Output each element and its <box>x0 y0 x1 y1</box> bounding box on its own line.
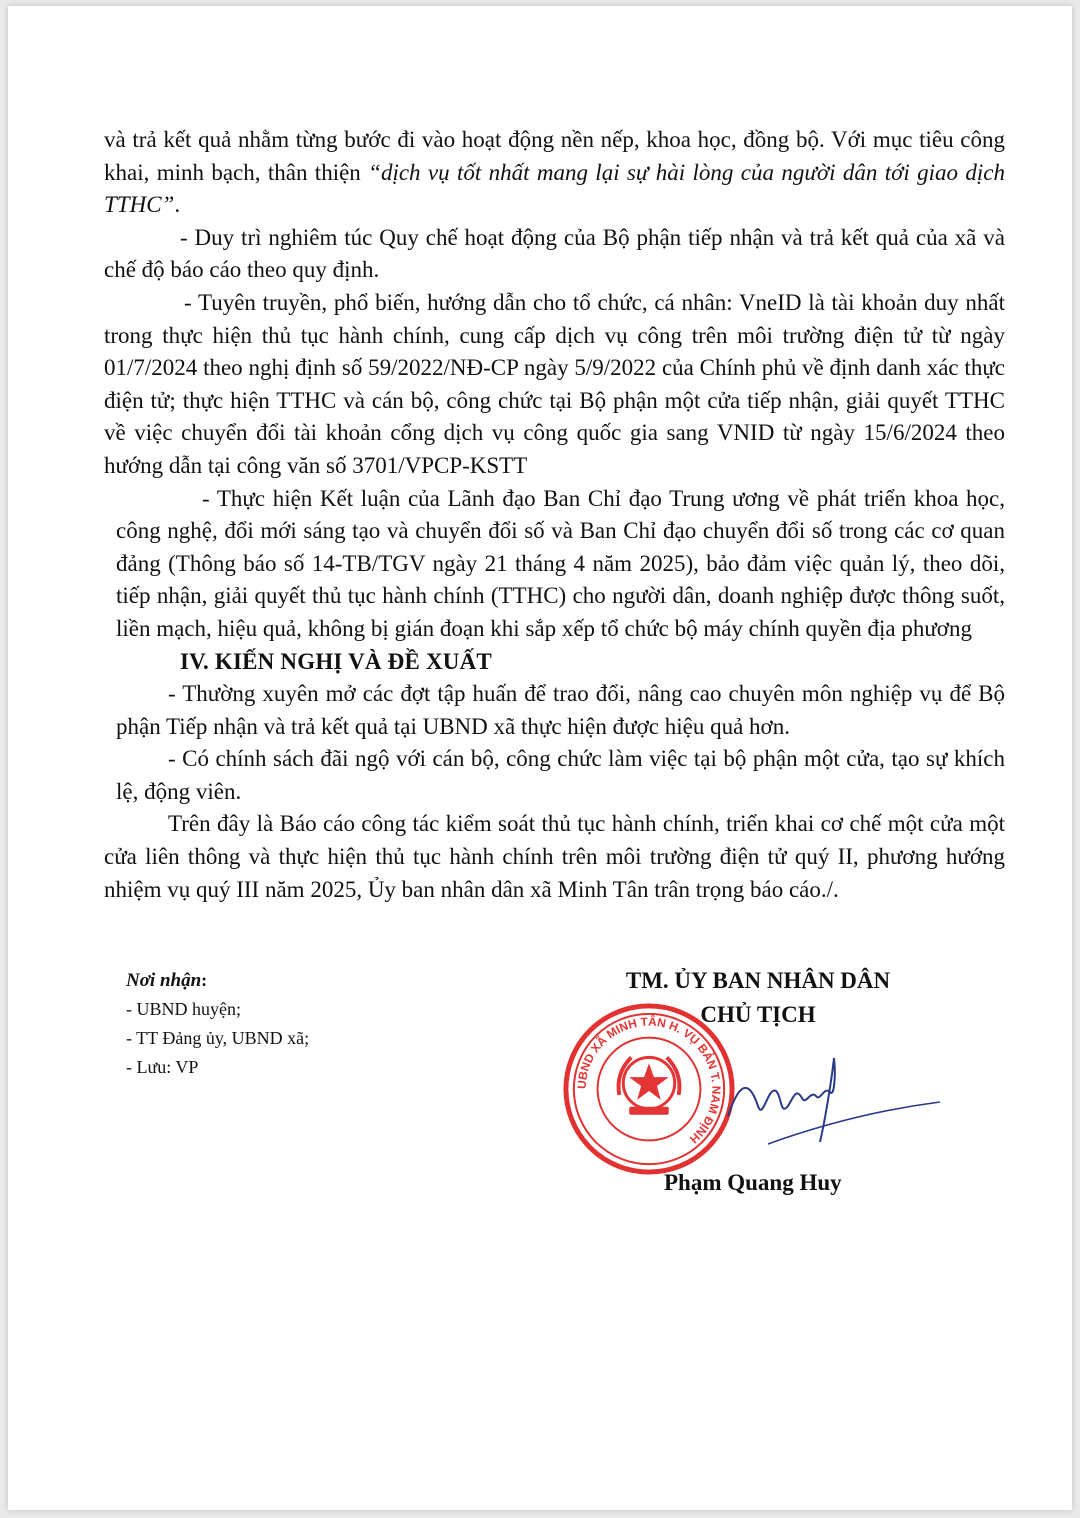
seal-text: UBND XÃ MINH TÂN H. VỤ BẢN T. NAM ĐỊNH <box>574 1014 724 1147</box>
paragraph-policy: - Có chính sách đãi ngộ với cán bộ, công chức làm việc tại bộ phận một cửa, tạo sự khích lệ, động viên. <box>116 746 1005 804</box>
section-heading: IV. KIẾN NGHỊ VÀ ĐỀ XUẤT <box>180 648 492 674</box>
recipient-item: - UBND huyện; <box>126 999 241 1019</box>
recipients-list <box>126 966 456 1082</box>
paragraph-closing: Trên đây là Báo cáo công tác kiểm soát thủ tục hành chính, triển khai cơ chế một cửa một cửa liên thông và thực hiện thủ tục hành chính trên môi trường điện tử quý II, phương hướng nhiệm vụ quý III năm 2025, Ủy ban nhân dân xã Minh Tân trân trọng báo cáo./. <box>104 811 1005 902</box>
paragraph-text: và trả kết quả nhằm từng bước đi vào hoạt động nền nếp, khoa học, đồng bộ. Với mục tiêu công khai, minh bạch, thân thiện <box>104 127 1005 185</box>
signer-name: Phạm Quang Huy <box>664 1170 842 1195</box>
paragraph-regulation: - Duy trì nghiêm túc Quy chế hoạt động của Bộ phận tiếp nhận và trả kết quả của xã và chế độ báo cáo theo quy định. <box>104 224 1005 283</box>
signature-org: TM. ỦY BAN NHÂN DÂN <box>625 968 891 993</box>
handwritten-signature <box>708 1046 948 1156</box>
paragraph-vneid: - Tuyên truyền, phổ biến, hướng dẫn cho tổ chức, cá nhân: VneID là tài khoản duy nhất trong thực hiện thủ tục hành chính, cung cấp dịch vụ công trên môi trường điện tử từ ngày 01/7/2024 theo nghị định số 59/2022/NĐ-CP ngày 5/9/2022 của Chính phủ về định danh xác thực điện tử; thực hiện TTHC và cán bộ, công chức tại Bộ phận một cửa tiếp nhận, giải quyết TTHC về việc chuyển đổi tài khoản cổng dịch vụ công quốc gia sang VNID từ ngày 15/6/2024 theo hướng dẫn tại công văn số 3701/VPCP-KSTT <box>104 289 1005 478</box>
paragraph-training: - Thường xuyên mở các đợt tập huấn để trao đổi, nâng cao chuyên môn nghiệp vụ để Bộ phận Tiếp nhận và trả kết quả tại UBND xã thực hiện được hiệu quả hơn. <box>116 681 1005 739</box>
recipients-title: Nơi nhận: <box>126 970 208 991</box>
service-slogan: “dịch vụ tốt nhất mang lại sự hài lòng của người dân tới giao dịch TTHC” <box>104 159 1005 218</box>
paragraph-conclusion: - Thực hiện Kết luận của Lãnh đạo Ban Chỉ đạo Trung ương về phát triển khoa học, công nghệ, đổi mới sáng tạo và chuyển đổi số và Ban Chỉ đạo chuyển đổi số trong các cơ quan đảng (Thông báo số 14-TB/TGV ngày 21 tháng 4 năm 2025), bảo đảm việc quản lý, theo dõi, tiếp nhận, giải quyết thủ tục hành chính (TTHC) cho người dân, doanh nghiệp được thông suốt, liền mạch, hiệu quả, không bị gián đoạn khi sắp xếp tổ chức bộ máy chính quyền địa phương <box>116 485 1005 641</box>
paragraph-service-goal <box>104 124 1005 222</box>
paragraph-end: . <box>174 192 181 218</box>
recipient-item: - Lưu: VP <box>126 1057 199 1077</box>
signature-position: CHỦ TỊCH <box>700 1002 816 1027</box>
recipient-item: - TT Đảng ủy, UBND xã; <box>126 1028 310 1048</box>
report-body <box>104 124 1005 906</box>
document-page <box>8 6 1072 1510</box>
